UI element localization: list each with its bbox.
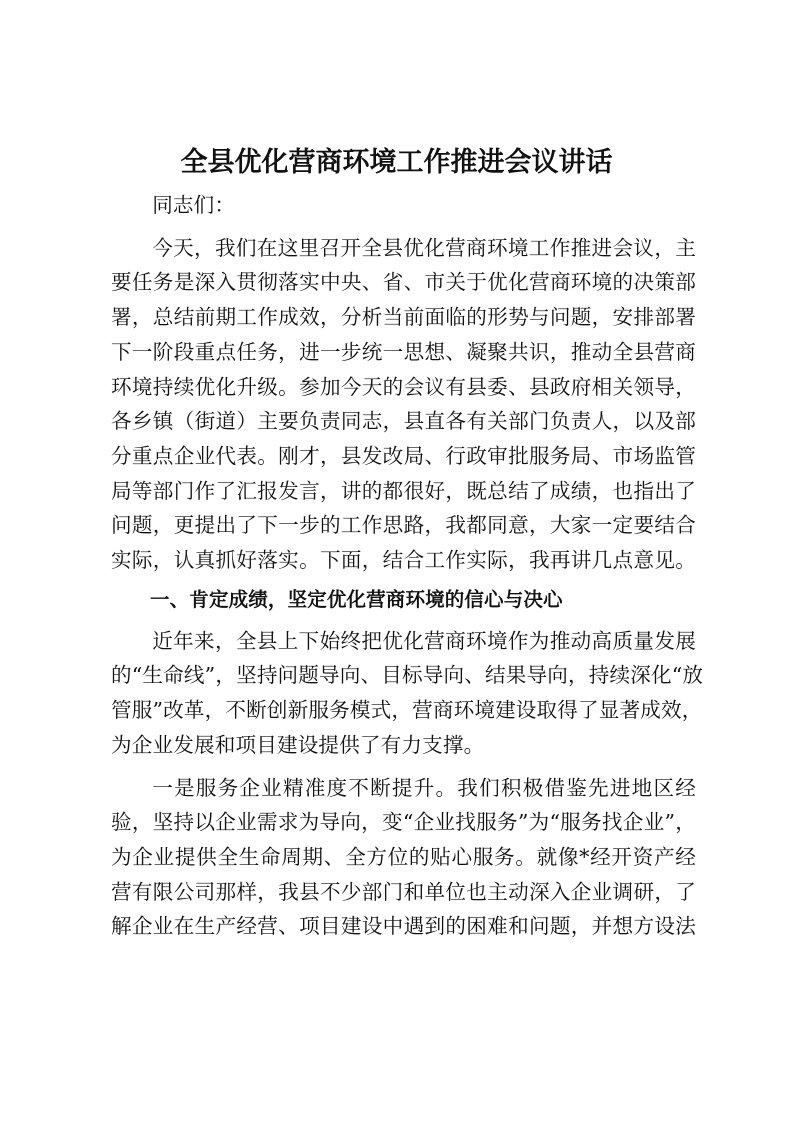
text-line: 各乡镇（街道）主要负责同志，县直各有关部门负责人，以及部 (111, 409, 696, 434)
document-title: 全县优化营商环境工作推进会议讲话 (180, 147, 613, 178)
text-line: 验，坚持以企业需求为导向，变“企业找服务”为“服务找企业”， (111, 810, 696, 835)
paragraph-intro (111, 231, 696, 578)
text-line: 问题，更提出了下一步的工作思路，我都同意，大家一定要结合 (111, 513, 696, 538)
text-line: 分重点企业代表。刚才，县发改局、行政审批服务局、市场监管 (111, 443, 696, 468)
text-line: 营有限公司那样，我县不少部门和单位也主动深入企业调研，了 (111, 879, 696, 904)
text-line: 一是服务企业精准度不断提升。我们积极借鉴先进地区经 (152, 775, 696, 800)
text-line: 为企业发展和项目建设提供了有力支撑。 (111, 732, 485, 757)
text-line: 管服”改革，不断创新服务模式，营商环境建设取得了显著成效， (111, 698, 703, 723)
text-line: 的“生命线”，坚持问题导向、目标导向、结果导向，持续深化“放 (111, 663, 704, 688)
text-line: 今天，我们在这里召开全县优化营商环境工作推进会议，主 (152, 235, 696, 260)
paragraph-point-one (111, 771, 696, 945)
text-line: 署，总结前期工作成效，分析当前面临的形势与问题，安排部署 (111, 305, 696, 330)
text-line: 解企业在生产经营、项目建设中遇到的困难和问题，并想方设法 (111, 914, 696, 939)
salutation: 同志们： (152, 193, 236, 217)
text-line: 下一阶段重点任务，进一步统一思想、凝聚共识，推动全县营商 (111, 339, 696, 364)
text-line: 近年来，全县上下始终把优化营商环境作为推动高质量发展 (152, 628, 696, 653)
paragraph-achievements (111, 624, 704, 763)
document-body (111, 188, 704, 944)
text-line: 为企业提供全生命周期、全方位的贴心服务。就像*经开资产经 (111, 844, 696, 869)
text-line: 局等部门作了汇报发言，讲的都很好，既总结了成绩，也指出了 (111, 478, 696, 503)
text-line: 环境持续优化升级。参加今天的会议有县委、县政府相关领导， (111, 374, 696, 399)
section-heading-1: 一、肯定成绩，坚定优化营商环境的信心与决心 (150, 587, 563, 611)
text-line: 实际，认真抓好落实。下面，结合工作实际，我再讲几点意见。 (111, 548, 696, 573)
text-line: 要任务是深入贯彻落实中央、省、市关于优化营商环境的决策部 (111, 270, 696, 295)
